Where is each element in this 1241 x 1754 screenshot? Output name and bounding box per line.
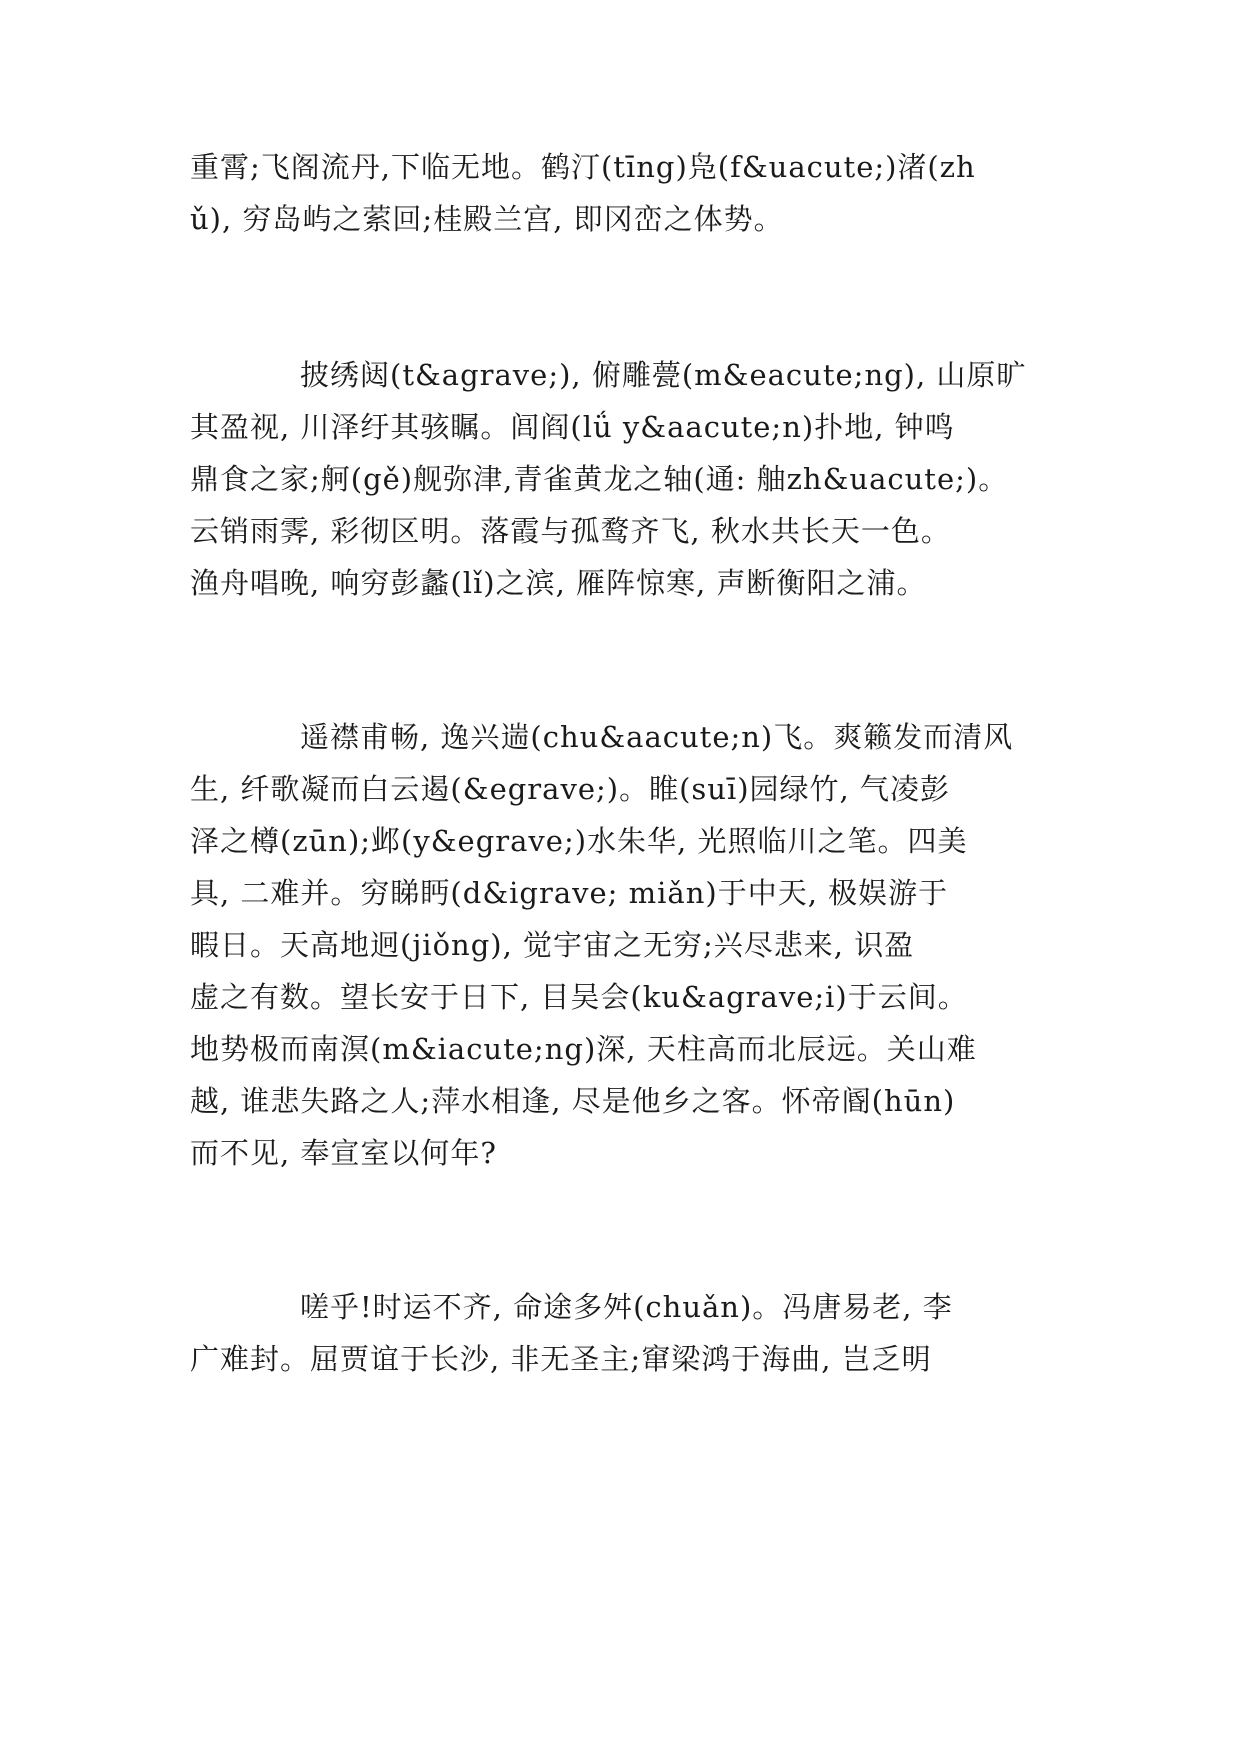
paragraph-3-line-2: 生, 纤歌凝而白云遏(&egrave;)。睢(suī)园绿竹, 气凌彭: [190, 772, 950, 806]
paragraph-3-line-6: 虚之有数。望长安于日下, 目吴会(ku&agrave;i)于云间。: [190, 980, 968, 1014]
paragraph-2-line-1: 披绣闼(t&agrave;), 俯雕甍(m&eacute;ng), 山原旷: [300, 358, 1027, 392]
paragraph-1-line-1: 重霄;飞阁流丹,下临无地。鹤汀(tīng)凫(f&uacute;)渚(zh: [190, 150, 976, 184]
paragraph-4-line-2: 广难封。屈贾谊于长沙, 非无圣主;窜梁鸿于海曲, 岂乏明: [190, 1342, 932, 1376]
paragraph-2-line-5: 渔舟唱晚, 响穷彭蠡(lǐ)之滨, 雁阵惊寒, 声断衡阳之浦。: [190, 566, 927, 600]
paragraph-3-line-7: 地势极而南溟(m&iacute;ng)深, 天柱高而北辰远。关山难: [190, 1032, 977, 1066]
paragraph-2-line-3: 鼎食之家;舸(gě)舰弥津,青雀黄龙之轴(通: 舳zh&uacute;)。: [190, 462, 1009, 496]
paragraph-3-line-3: 泽之樽(zūn);邺(y&egrave;)水朱华, 光照临川之笔。四美: [190, 824, 968, 858]
paragraph-3-line-4: 具, 二难并。穷睇眄(d&igrave; miǎn)于中天, 极娱游于: [190, 876, 949, 910]
paragraph-3-line-5: 暇日。天高地迥(jiǒng), 觉宇宙之无穷;兴尽悲来, 识盈: [190, 928, 915, 962]
paragraph-1-line-2: ǔ), 穷岛屿之萦回;桂殿兰宫, 即冈峦之体势。: [190, 202, 784, 236]
paragraph-3-line-1: 遥襟甫畅, 逸兴遄(chu&aacute;n)飞。爽籁发而清风: [300, 720, 1014, 754]
paragraph-3-line-8: 越, 谁悲失路之人;萍水相逢, 尽是他乡之客。怀帝阍(hūn): [190, 1084, 956, 1118]
paragraph-2-line-4: 云销雨霁, 彩彻区明。落霞与孤鹜齐飞, 秋水共长天一色。: [190, 514, 951, 548]
paragraph-2-line-2: 其盈视, 川泽纡其骇瞩。闾阎(lǘ y&aacute;n)扑地, 钟鸣: [190, 410, 955, 444]
paragraph-4-line-1: 嗟乎!时运不齐, 命途多舛(chuǎn)。冯唐易老, 李: [300, 1290, 953, 1324]
paragraph-3-line-9: 而不见, 奉宣室以何年?: [190, 1136, 497, 1170]
